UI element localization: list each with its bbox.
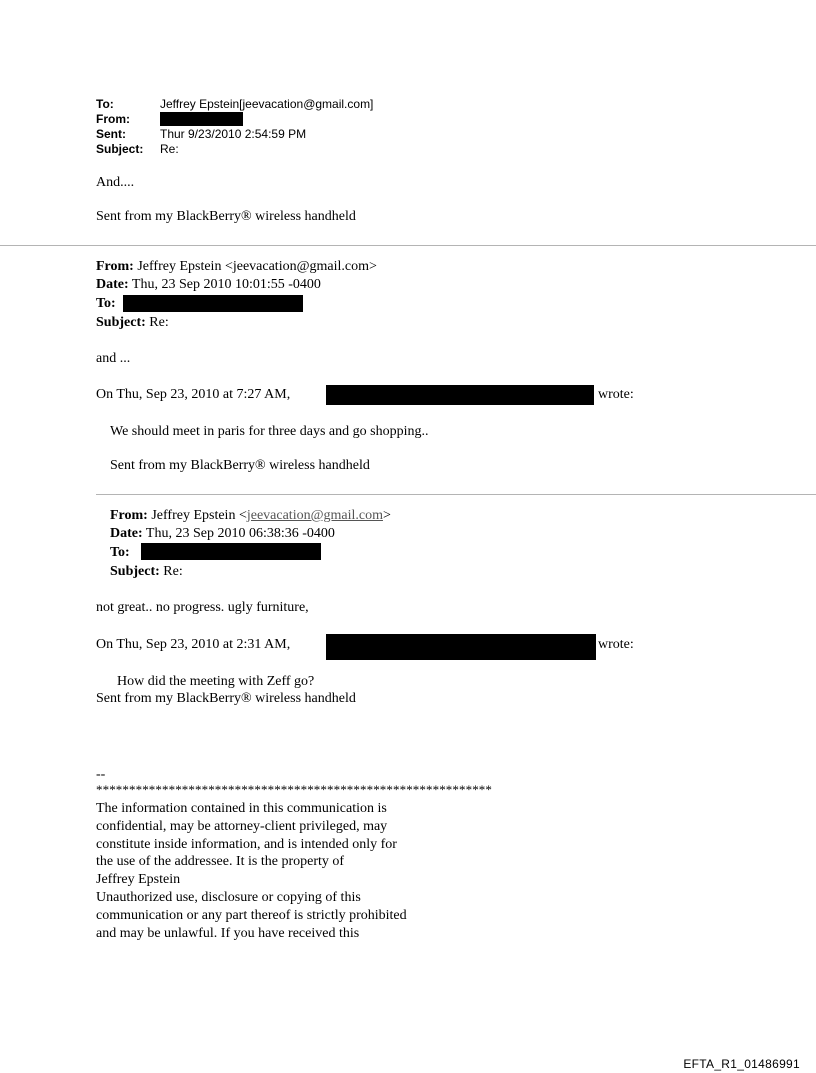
disclaimer-text [96, 800, 407, 942]
section-divider [96, 494, 816, 495]
message-body: And.... [96, 175, 135, 190]
quoted1-quote-signature: Sent from my BlackBerry® wireless handheld [110, 458, 370, 473]
redaction-block [326, 634, 596, 660]
redaction-block [160, 112, 243, 126]
disclaimer-line: communication or any part thereof is strictly prohibited [96, 907, 407, 923]
quoted2-subject-line [110, 563, 183, 580]
quoted2-subject-value: Re: [163, 564, 183, 579]
quoted1-to-line [96, 295, 116, 312]
quoted1-date-line [96, 276, 321, 293]
quoted1-subject-label: Subject: [96, 315, 146, 330]
quoted1-date-label: Date: [96, 277, 129, 292]
disclaimer-line: constitute inside information, and is intended only for [96, 836, 397, 852]
redaction-block [123, 295, 303, 312]
quoted1-body: and ... [96, 351, 131, 366]
quoted1-date-value: Thu, 23 Sep 2010 10:01:55 -0400 [131, 277, 321, 292]
quoted1-from-line [96, 258, 377, 275]
quoted2-attribution-prefix: On Thu, Sep 23, 2010 at 2:31 AM, [96, 637, 291, 652]
redaction-block [141, 543, 321, 560]
quoted2-date-label: Date: [110, 526, 143, 541]
message-signature: Sent from my BlackBerry® wireless handheld [96, 209, 356, 224]
quoted2-from-close: > [382, 508, 391, 523]
disclaimer-line: confidential, may be attorney-client privileged, may [96, 818, 388, 834]
quoted2-quote-signature: Sent from my BlackBerry® wireless handheld [96, 691, 356, 706]
disclaimer-line: and may be unlawful. If you have received this [96, 925, 360, 941]
quoted1-quote-line: We should meet in paris for three days and go shopping.. [110, 424, 429, 439]
quoted2-body: not great.. no progress. ugly furniture, [96, 600, 309, 615]
quoted1-subject-line [96, 314, 169, 331]
section-divider [0, 245, 816, 246]
quoted1-from-value: Jeffrey Epstein <jeevacation@gmail.com> [137, 259, 377, 274]
disclaimer-line: the use of the addressee. It is the property of [96, 854, 345, 870]
sent-value: Thur 9/23/2010 2:54:59 PM [160, 127, 307, 141]
quoted2-to-line [110, 544, 130, 561]
document-id: EFTA_R1_01486991 [683, 1057, 800, 1071]
quoted1-from-label: From: [96, 259, 134, 274]
quoted2-from-line [110, 507, 391, 524]
quoted1-to-label: To: [96, 296, 116, 311]
signature-dashes: -- [96, 767, 106, 782]
quoted2-from-label: From: [110, 508, 148, 523]
quoted2-date-value: Thu, 23 Sep 2010 06:38:36 -0400 [145, 526, 335, 541]
quoted1-attribution-suffix: wrote: [598, 387, 634, 402]
quoted1-attribution-prefix: On Thu, Sep 23, 2010 at 7:27 AM, [96, 387, 291, 402]
from-label: From: [96, 112, 130, 126]
quoted2-subject-label: Subject: [110, 564, 160, 579]
subject-label: Subject: [96, 142, 144, 156]
sent-label: Sent: [96, 127, 126, 141]
quoted2-from-name: Jeffrey Epstein < [151, 508, 247, 523]
disclaimer-line: Unauthorized use, disclosure or copying of this [96, 889, 361, 905]
quoted2-quote-line: How did the meeting with Zeff go? [117, 674, 315, 689]
disclaimer-line: Jeffrey Epstein [96, 872, 181, 888]
redaction-block [326, 385, 594, 405]
quoted2-date-line [110, 525, 335, 542]
to-value: Jeffrey Epstein[jeevacation@gmail.com] [160, 97, 374, 111]
quoted1-subject-value: Re: [149, 315, 169, 330]
disclaimer-line: The information contained in this communication is [96, 801, 387, 816]
quoted2-to-label: To: [110, 545, 130, 560]
quoted2-attribution-suffix: wrote: [598, 637, 634, 652]
quoted2-email-link[interactable]: jeevacation@gmail.com [246, 508, 383, 523]
to-label: To: [96, 97, 114, 111]
disclaimer-stars: ************************************************************ [96, 782, 492, 797]
subject-value: Re: [160, 142, 179, 156]
